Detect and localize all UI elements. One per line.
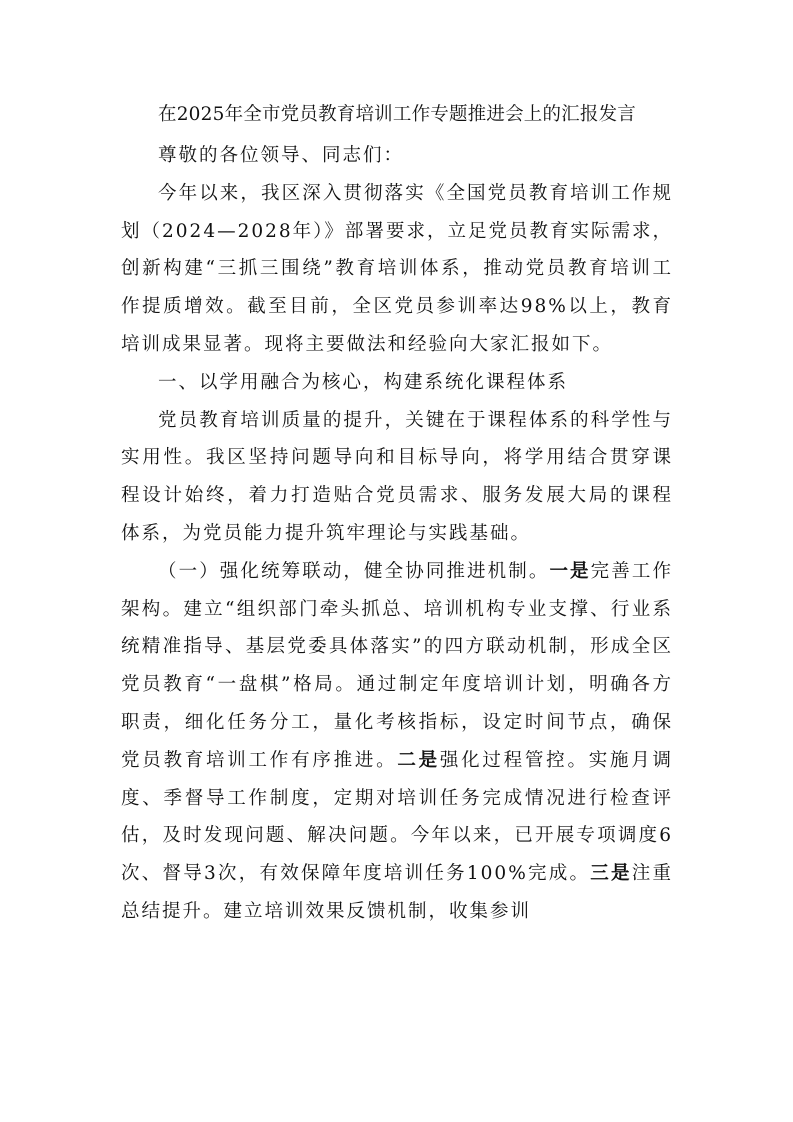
intro-paragraph: 今年以来，我区深入贯彻落实《全国党员教育培训工作规划（2024—2028年）》部署要求，立足党员教育实际需求，创新构建“三抓三围绕”教育培训体系，推动党员教育培训工作提质增效。截至目前，全区党员参训率达98%以上，教育培训成果显著。现将主要做法和经验向大家汇报如下。	[121, 182, 673, 355]
section-1-paragraph: 党员教育培训质量的提升，关键在于课程体系的科学性与实用性。我区坚持问题导向和目标导向，将学用结合贯穿课程设计始终，着力打造贴合党员需求、服务发展大局的课程体系，为党员能力提升筑牢理论与实践基础。	[121, 409, 673, 544]
document-body	[121, 96, 673, 931]
point-1-text: 完善工作架构。建立“组织部门牵头抓总、培训机构专业支撑、行业系统精准指导、基层党委具体落实”的四方联动机制，形成全区党员教育“一盘棋”格局。通过制定年度培训计划，明确各方职责，细化任务分工，量化考核指标，设定时间节点，确保党员教育培训工作有序推进。	[121, 560, 673, 771]
subsection-1-paragraph	[121, 553, 673, 931]
subsection-1-heading: （一）强化统筹联动，健全协同推进机制。	[158, 560, 550, 582]
point-2-text: 强化过程管控。实施月调度、季督导工作制度，定期对培训任务完成情况进行检查评估，及时发现问题、解决问题。今年以来，已开展专项调度6次、督导3次，有效保障年度培训任务100%完成。	[121, 749, 673, 885]
point-3-text: 注重总结提升。建立培训效果反馈机制，收集参训	[121, 863, 673, 922]
document-title: 在2025年全市党员教育培训工作专题推进会上的汇报发言	[158, 104, 636, 125]
salutation: 尊敬的各位领导、同志们：	[158, 145, 405, 166]
section-1-heading: 一、以学用融合为核心，构建系统化课程体系	[158, 371, 569, 393]
point-1-label: 一是	[549, 560, 591, 582]
point-3-label: 三是	[590, 863, 632, 885]
point-2-label: 二是	[397, 749, 440, 771]
